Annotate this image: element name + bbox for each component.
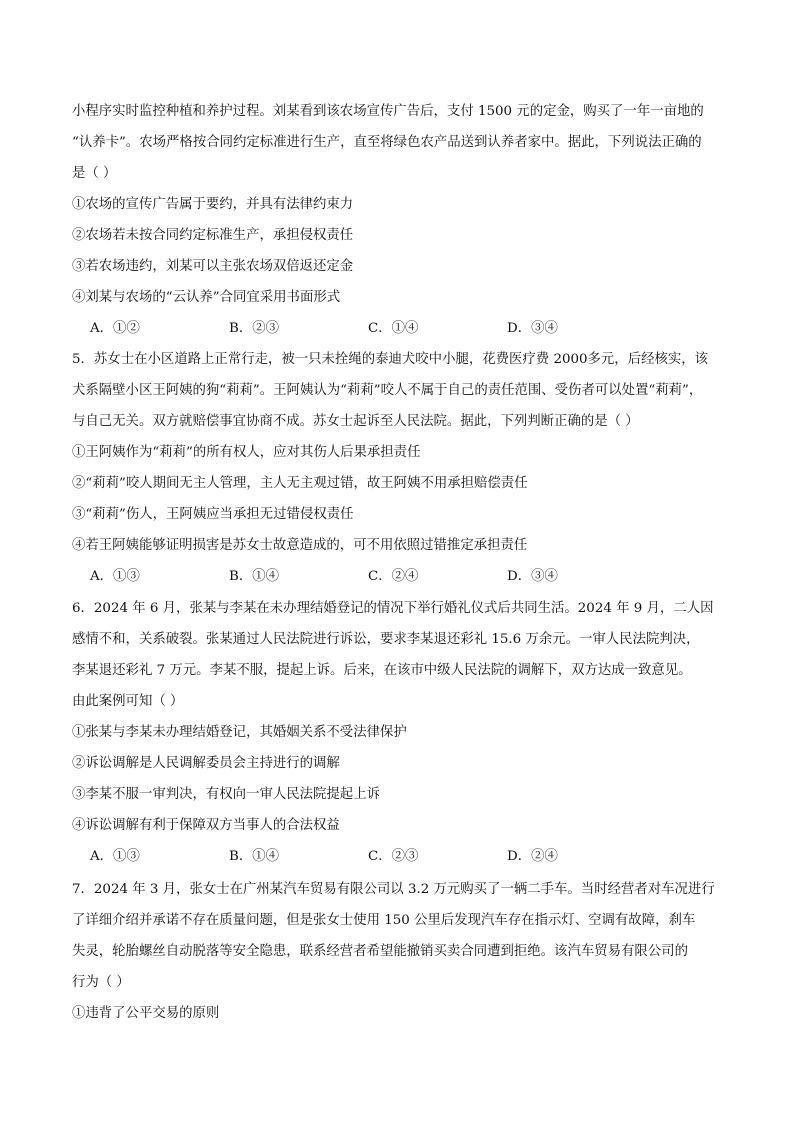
- question-stem-line: 感情不和，关系破裂。张某通过人民法院进行诉讼，要求李某退还彩礼 15.6 万余元。一审人民法院判决，: [72, 632, 700, 647]
- answer-options: [72, 841, 732, 872]
- option-c: C．②③: [368, 849, 419, 864]
- question-7: [72, 874, 732, 1029]
- question-stem-line: 行为（ ）: [72, 975, 130, 990]
- statement-item: ①违背了公平交易的原则: [72, 1006, 220, 1021]
- option-a: A．①②: [90, 321, 140, 336]
- question-stem-line: 犬系隔壁小区王阿姨的狗“莉莉”。王阿姨认为“莉莉”咬人不属于自己的责任范围、受伤者可以处置“莉莉”，: [72, 383, 703, 398]
- statement-item: ③李某不服一审判决，有权向一审人民法院提起上诉: [72, 787, 380, 802]
- question-6: [72, 593, 732, 872]
- option-d: D．③④: [507, 321, 558, 336]
- option-a: A．①③: [90, 849, 140, 864]
- statement-item: ①张某与李某未办理结婚登记，其婚姻关系不受法律保护: [72, 725, 407, 740]
- option-b: B．①④: [229, 569, 280, 584]
- statement-item: ③“莉莉”伤人，王阿姨应当承担无过错侵权责任: [72, 507, 354, 522]
- question-stem-line: 6．2024 年 6 月，张某与李某在未办理结婚登记的情况下举行婚礼仪式后共同生活。2024 年 9 月，二人因: [72, 601, 714, 616]
- option-c: C．①④: [368, 321, 419, 336]
- question-stem-line: 小程序实时监控种植和养护过程。刘某看到该农场宣传广告后，支付 1500 元的定金，购买了一年一亩地的: [72, 104, 704, 119]
- question-stem-line: 失灵，轮胎螺丝自动脱落等安全隐患，联系经营者希望能撤销买卖合同遭到拒绝。该汽车贸易有限公司的: [72, 944, 688, 959]
- question-stem-line: 了详细介绍并承诺不存在质量问题，但是张女士使用 150 公里后发现汽车存在指示灯、空调有故障，刹车: [72, 913, 696, 928]
- question-stem-line: 李某退还彩礼 7 万元。李某不服，提起上诉。后来，在该市中级人民法院的调解下，双方达成一致意见。: [72, 663, 692, 678]
- answer-options: [72, 313, 732, 344]
- question-4: [72, 96, 732, 344]
- question-stem-line: 5．苏女士在小区道路上正常行走，被一只未拴绳的泰迪犬咬中小腿，花费医疗费 2000多元，后经核实，该: [72, 352, 709, 367]
- question-stem-line: “认养卡”。农场严格按合同约定标准进行生产，直至将绿色农产品送到认养者家中。据此，下列说法正确的: [72, 135, 702, 150]
- option-c: C．②④: [368, 569, 419, 584]
- option-d: D．②④: [507, 849, 558, 864]
- question-stem-line: 7．2024 年 3 月，张女士在广州某汽车贸易有限公司以 3.2 万元购买了一辆二手车。当时经营者对车况进行: [72, 882, 715, 897]
- statement-item: ②“莉莉”咬人期间无主人管理，主人无主观过错，故王阿姨不用承担赔偿责任: [72, 476, 528, 491]
- option-b: B．②③: [229, 321, 280, 336]
- option-a: A．①③: [90, 569, 140, 584]
- statement-item: ④若王阿姨能够证明损害是苏女士故意造成的，可不用依照过错推定承担责任: [72, 538, 528, 553]
- statement-item: ①王阿姨作为“莉莉”的所有权人，应对其伤人后果承担责任: [72, 445, 421, 460]
- question-stem-line: 由此案例可知（ ）: [72, 694, 184, 709]
- option-d: D．③④: [507, 569, 558, 584]
- statement-item: ④刘某与农场的“云认养”合同宜采用书面形式: [72, 290, 341, 305]
- statement-item: ③若农场违约，刘某可以主张农场双倍返还定金: [72, 259, 354, 274]
- statement-item: ②诉讼调解是人民调解委员会主持进行的调解: [72, 756, 340, 771]
- statement-item: ①农场的宣传广告属于要约，并具有法律约束力: [72, 197, 354, 212]
- statement-item: ②农场若未按合同约定标准生产，承担侵权责任: [72, 228, 354, 243]
- question-5: [72, 344, 732, 592]
- answer-options: [72, 561, 732, 592]
- option-b: B．①④: [229, 849, 280, 864]
- question-stem-line: 与自己无关。双方就赔偿事宜协商不成。苏女士起诉至人民法院。据此，下列判断正确的是（ ）: [72, 414, 639, 429]
- question-stem-line: 是（ ）: [72, 166, 117, 181]
- statement-item: ④诉讼调解有利于保障双方当事人的合法权益: [72, 818, 340, 833]
